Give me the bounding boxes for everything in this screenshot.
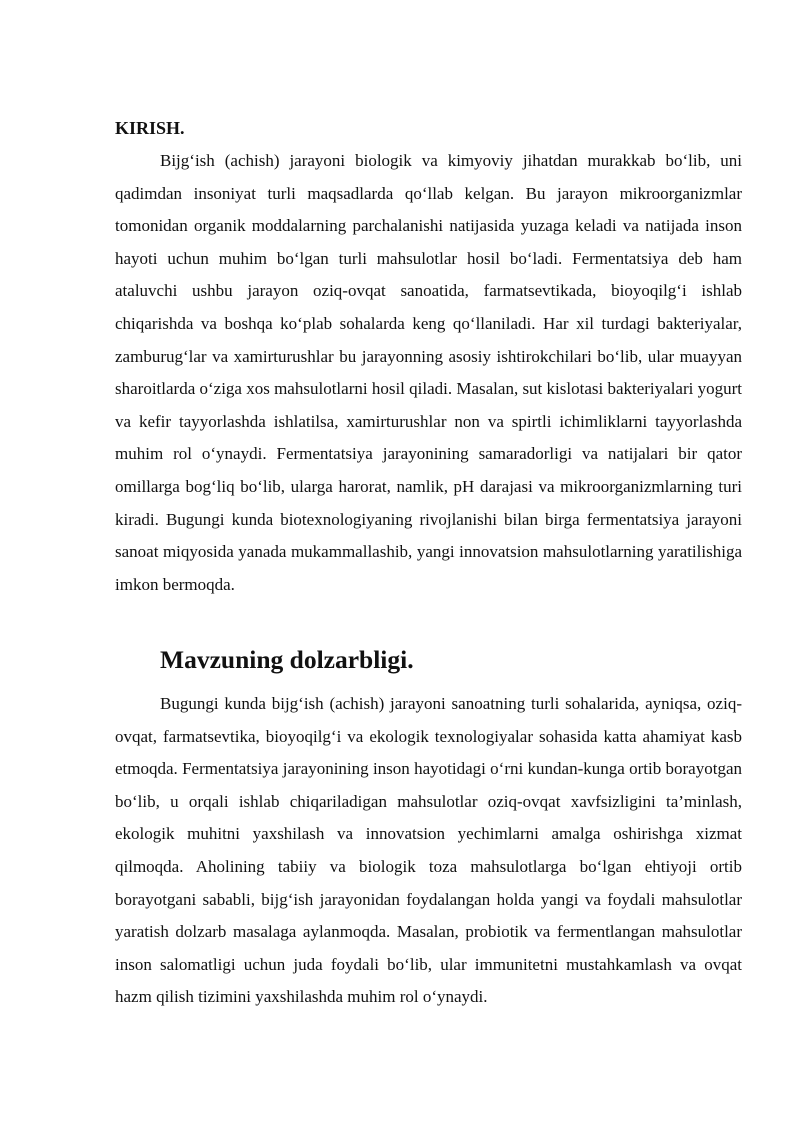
intro-paragraph: Bijg‘ish (achish) jarayoni biologik va kimyoviy jihatdan murakkab bo‘lib, uni qadimdan insoniyat turli maqsadlarda qo‘llab kelgan. Bu jarayon mikroorganizmlar tomonidan organik moddalarning parchalanishi natijasida yuzaga keladi va natijada inson hayoti uchun muhim bo‘lgan turli mahsulotlar hosil bo‘ladi. Fermentatsiya deb ham ataluvchi ushbu jarayon oziq-ovqat sanoatida, farmatsevtikada, bioyoqilg‘i ishlab chiqarishda va boshqa ko‘plab sohalarda keng qo‘llaniladi. Har xil turdagi bakteriyalar, zamburug‘lar va xamirturushlar bu jarayonning asosiy ishtirokchilari bo‘lib, ular muayyan sharoitlarda o‘ziga xos mahsulotlarni hosil qiladi. Masalan, sut kislotasi bakteriyalari yogurt va kefir tayyorlashda ishlatilsa, xamirturushlar non va spirtli ichimliklarni tayyorlashda muhim rol o‘ynaydi. Fermentatsiya jarayonining samaradorligi va natijalari bir qator omillarga bog‘liq bo‘lib, ularga harorat, namlik, pH darajasi va mikroorganizmlarning turi kiradi. Bugungi kunda biotexnologiyaning rivojlanishi bilan birga fermentatsiya jarayoni sanoat miqyosida yanada mukammallashib, yangi innovatsion mahsulotlarning yaratilishiga imkon bermoqda. — [115, 151, 742, 594]
relevance-paragraph: Bugungi kunda bijg‘ish (achish) jarayoni sanoatning turli sohalarida, ayniqsa, oziq-ovqat, farmatsevtika, bioyoqilg‘i va ekologik texnologiyalar sohasida katta ahamiyat kasb etmoqda. Fermentatsiya jarayonining inson hayotidagi o‘rni kundan-kunga ortib borayotgan bo‘lib, u orqali ishlab chiqariladigan mahsulotlar oziq-ovqat xavfsizligini ta’minlash, ekologik muhitni yaxshilash va innovatsion yechimlarni amalga oshirishga xizmat qilmoqda. Aholining tabiiy va biologik toza mahsulotlarga bo‘lgan ehtiyoji ortib borayotgani sababli, bijg‘ish jarayonidan foydalangan holda yangi va foydali mahsulotlar yaratish dolzarb masalaga aylanmoqda. Masalan, probiotik va fermentlangan mahsulotlar inson salomatligi uchun juda foydali bo‘lib, ular immunitetni mustahkamlash va ovqat hazm qilish tizimini yaxshilashda muhim rol o‘ynaydi. — [115, 694, 742, 1007]
relevance-subheading: Mavzuning dolzarbligi. — [160, 645, 414, 674]
section-heading: KIRISH. — [115, 118, 185, 138]
